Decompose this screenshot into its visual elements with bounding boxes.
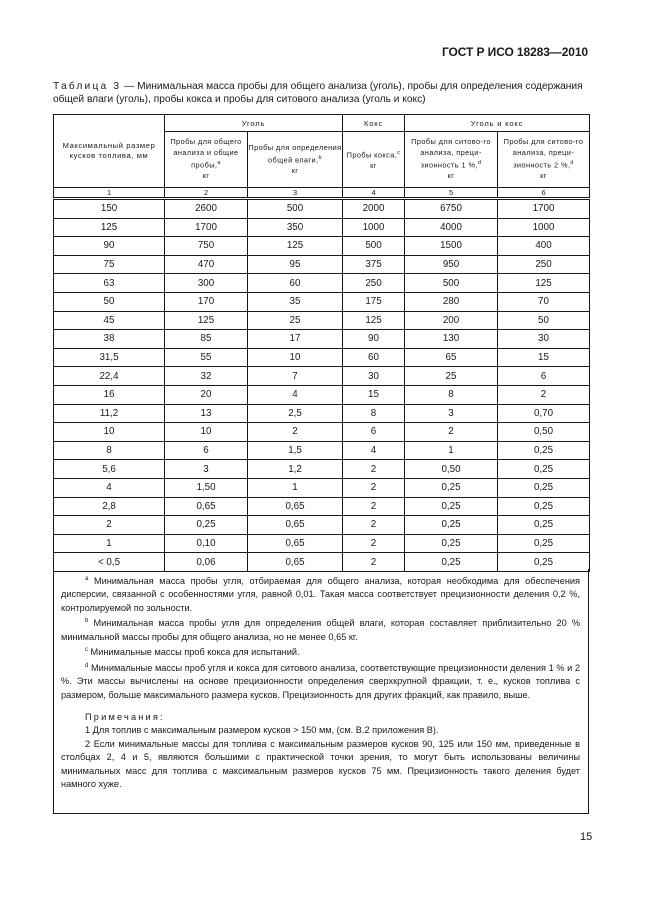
table-cell: 6 bbox=[165, 441, 248, 460]
table-cell: 15 bbox=[498, 348, 590, 367]
table-cell: 125 bbox=[498, 274, 590, 293]
table-cell: 3 bbox=[165, 460, 248, 479]
table-cell: 25 bbox=[405, 367, 498, 386]
table-cell: 0,06 bbox=[165, 553, 248, 572]
table-row bbox=[54, 534, 590, 553]
column-number: 2 bbox=[165, 188, 248, 199]
table-cell: 125 bbox=[248, 237, 343, 256]
document-id-header: ГОСТ Р ИСО 18283—2010 bbox=[442, 45, 588, 59]
table-cell: 0,65 bbox=[248, 516, 343, 535]
table-cell: 0,25 bbox=[405, 497, 498, 516]
table-cell: 32 bbox=[165, 367, 248, 386]
table-cell: 90 bbox=[54, 237, 165, 256]
header-col-1: Максимальный размер кусков топлива, мм bbox=[54, 115, 165, 188]
column-number: 5 bbox=[405, 188, 498, 199]
table-cell: 2 bbox=[343, 534, 405, 553]
header-col-2: Пробы для общего анализа и общие пробы,$^a$ кг bbox=[165, 132, 248, 188]
table-row bbox=[54, 516, 590, 535]
table-cell: 2 bbox=[248, 423, 343, 442]
table-footnotes-box bbox=[53, 569, 589, 814]
table-cell: 90 bbox=[343, 330, 405, 349]
table-cell: 150 bbox=[54, 199, 165, 219]
table-cell: 60 bbox=[248, 274, 343, 293]
column-number-row bbox=[54, 188, 590, 199]
table-cell: 13 bbox=[165, 404, 248, 423]
table-cell: 125 bbox=[54, 218, 165, 237]
table-row bbox=[54, 441, 590, 460]
table-row bbox=[54, 423, 590, 442]
table-row bbox=[54, 237, 590, 256]
table-cell: 125 bbox=[165, 311, 248, 330]
table-cell: 6 bbox=[498, 367, 590, 386]
table-cell: 2,5 bbox=[248, 404, 343, 423]
table-cell: 75 bbox=[54, 255, 165, 274]
table-cell: 8 bbox=[343, 404, 405, 423]
footnote-c: $^c$ Минимальные массы проб кокса для испытаний. bbox=[85, 647, 300, 658]
table-row bbox=[54, 274, 590, 293]
table-cell: 2,8 bbox=[54, 497, 165, 516]
table-cell: 1000 bbox=[343, 218, 405, 237]
footnote-b: $^b$ Минимальная масса пробы угля для определения общей влаги, которая составляет приблизительно 20 % минимальной массы пробы для общего анализа, но не менее 0,65 кг. bbox=[61, 618, 580, 642]
table-cell: 1,5 bbox=[248, 441, 343, 460]
table-cell: 750 bbox=[165, 237, 248, 256]
table-cell: 35 bbox=[248, 292, 343, 311]
table-cell: 2 bbox=[343, 516, 405, 535]
table-cell: 0,25 bbox=[498, 516, 590, 535]
table-cell: 0,10 bbox=[165, 534, 248, 553]
table-cell: 22,4 bbox=[54, 367, 165, 386]
table-cell: 31,5 bbox=[54, 348, 165, 367]
table-cell: 16 bbox=[54, 385, 165, 404]
table-cell: 0,50 bbox=[405, 460, 498, 479]
table-cell: 4 bbox=[248, 385, 343, 404]
table-cell: 30 bbox=[343, 367, 405, 386]
table-cell: 0,70 bbox=[498, 404, 590, 423]
table-row bbox=[54, 367, 590, 386]
column-number: 1 bbox=[54, 188, 165, 199]
table-cell: 0,25 bbox=[165, 516, 248, 535]
table-cell: 6750 bbox=[405, 199, 498, 219]
table-cell: 1500 bbox=[405, 237, 498, 256]
header-col-4: Пробы кокса,$^c$ кг bbox=[343, 132, 405, 188]
table-cell: 2000 bbox=[343, 199, 405, 219]
table-cell: 2 bbox=[343, 497, 405, 516]
table-row bbox=[54, 255, 590, 274]
table-cell: 0,65 bbox=[248, 534, 343, 553]
table-cell: 0,25 bbox=[405, 553, 498, 572]
table-cell: 30 bbox=[498, 330, 590, 349]
group-header-coke: Кокс bbox=[343, 115, 405, 132]
table-cell: 11,2 bbox=[54, 404, 165, 423]
table-row bbox=[54, 478, 590, 497]
table-cell: < 0,5 bbox=[54, 553, 165, 572]
column-number: 6 bbox=[498, 188, 590, 199]
table-cell: 65 bbox=[405, 348, 498, 367]
table-cell: 1 bbox=[248, 478, 343, 497]
table-cell: 250 bbox=[498, 255, 590, 274]
table-cell: 500 bbox=[343, 237, 405, 256]
table-row bbox=[54, 199, 590, 219]
table-row bbox=[54, 311, 590, 330]
table-cell: 280 bbox=[405, 292, 498, 311]
table-cell: 375 bbox=[343, 255, 405, 274]
table-cell: 500 bbox=[248, 199, 343, 219]
table-cell: 7 bbox=[248, 367, 343, 386]
table-cell: 0,25 bbox=[498, 460, 590, 479]
header-col-5: Пробы для ситово-го анализа, преци-зионность 1 %,$^d$ кг bbox=[405, 132, 498, 188]
table-row bbox=[54, 348, 590, 367]
table-cell: 60 bbox=[343, 348, 405, 367]
table-cell: 0,25 bbox=[498, 441, 590, 460]
table-cell: 85 bbox=[165, 330, 248, 349]
table-cell: 70 bbox=[498, 292, 590, 311]
table-cell: 1,50 bbox=[165, 478, 248, 497]
table-cell: 20 bbox=[165, 385, 248, 404]
page-number: 15 bbox=[580, 831, 593, 843]
table-cell: 3 bbox=[405, 404, 498, 423]
table-cell: 1,2 bbox=[248, 460, 343, 479]
table-cell: 1 bbox=[405, 441, 498, 460]
table-cell: 15 bbox=[343, 385, 405, 404]
table-caption-text: — Минимальная масса пробы для общего анализа (уголь), пробы для определения содержания общей влаги (уголь), пробы кокса и пробы для ситового анализа (уголь и кокс) bbox=[53, 81, 583, 105]
table-cell: 2 bbox=[498, 385, 590, 404]
group-header-coal-coke: Уголь и кокс bbox=[405, 115, 590, 132]
table-cell: 10 bbox=[248, 348, 343, 367]
table-cell: 500 bbox=[405, 274, 498, 293]
table-cell: 0,25 bbox=[498, 497, 590, 516]
table-cell: 10 bbox=[54, 423, 165, 442]
table-row bbox=[54, 218, 590, 237]
table-cell: 0,65 bbox=[248, 497, 343, 516]
table-cell: 470 bbox=[165, 255, 248, 274]
column-number: 3 bbox=[248, 188, 343, 199]
column-number: 4 bbox=[343, 188, 405, 199]
table-cell: 1 bbox=[54, 534, 165, 553]
table-cell: 4 bbox=[343, 441, 405, 460]
table-cell: 0,65 bbox=[248, 553, 343, 572]
table-cell: 50 bbox=[498, 311, 590, 330]
table-cell: 63 bbox=[54, 274, 165, 293]
table-cell: 200 bbox=[405, 311, 498, 330]
table-cell: 1700 bbox=[165, 218, 248, 237]
table-cell: 55 bbox=[165, 348, 248, 367]
table-row bbox=[54, 460, 590, 479]
table-cell: 125 bbox=[343, 311, 405, 330]
header-col-3: Пробы для определения общей влаги,$^b$ кг bbox=[248, 132, 343, 188]
table-row bbox=[54, 404, 590, 423]
table-cell: 5,6 bbox=[54, 460, 165, 479]
table-cell: 2 bbox=[405, 423, 498, 442]
table-cell: 2 bbox=[343, 553, 405, 572]
table-row bbox=[54, 385, 590, 404]
table-cell: 2 bbox=[54, 516, 165, 535]
table-cell: 350 bbox=[248, 218, 343, 237]
table-cell: 950 bbox=[405, 255, 498, 274]
table-cell: 4 bbox=[54, 478, 165, 497]
header-col-6: Пробы для ситово-го анализа, преци-зионность 2 %,$^d$ кг bbox=[498, 132, 590, 188]
table-cell: 50 bbox=[54, 292, 165, 311]
table-cell: 17 bbox=[248, 330, 343, 349]
table-cell: 4000 bbox=[405, 218, 498, 237]
table-cell: 400 bbox=[498, 237, 590, 256]
table-cell: 2600 bbox=[165, 199, 248, 219]
min-sample-mass-table bbox=[53, 114, 590, 572]
table-cell: 130 bbox=[405, 330, 498, 349]
table-cell: 0,25 bbox=[405, 534, 498, 553]
table-cell: 25 bbox=[248, 311, 343, 330]
table-cell: 175 bbox=[343, 292, 405, 311]
table-cell: 250 bbox=[343, 274, 405, 293]
notes-title: Примечания: bbox=[85, 711, 165, 722]
table-row bbox=[54, 330, 590, 349]
table-cell: 0,50 bbox=[498, 423, 590, 442]
table-row bbox=[54, 292, 590, 311]
group-header-coal: Уголь bbox=[165, 115, 343, 132]
table-cell: 0,25 bbox=[498, 534, 590, 553]
table-cell: 0,25 bbox=[405, 478, 498, 497]
table-cell: 1700 bbox=[498, 199, 590, 219]
table-cell: 300 bbox=[165, 274, 248, 293]
footnote-a: $^a$ Минимальная масса пробы угля, отбираемая для общего анализа, которая необходима для обеспечения дисперсии, связанной с особенностями угля, равной 0,01. Такая масса соответствует прецизионности деления 0,2 %, контролируемой по зольности. bbox=[61, 576, 580, 613]
footnote-d: $^d$ Минимальные массы проб угля и кокса для ситового анализа, соответствующие прецизионности деления 1 % и 2 %. Эти массы вычислены на основе прецизионности определения сверхкрупной фракции, т. е., кусков топлива с размером, больше максимального размера кусков. Прецизионность для других фракций, как правило, выше. bbox=[61, 662, 580, 700]
table-cell: 0,65 bbox=[165, 497, 248, 516]
table-cell: 95 bbox=[248, 255, 343, 274]
table-cell: 45 bbox=[54, 311, 165, 330]
table-caption-label: Таблица 3 bbox=[53, 81, 122, 92]
note-2: 2 Если минимальные массы для топлива с максимальным размеров кусков 90, 125 или 150 мм, приведенные в столбцах 2, 4 и 5, являются большими с практической точки зрения, то могут быть использованы величины минимальных масс для топлива с максимальным размеров кусков 75 мм. Прецизионность такого деления будет намного хуже. bbox=[61, 738, 580, 789]
table-cell: 10 bbox=[165, 423, 248, 442]
table-cell: 0,25 bbox=[405, 516, 498, 535]
table-cell: 2 bbox=[343, 460, 405, 479]
table-cell: 1000 bbox=[498, 218, 590, 237]
table-cell: 6 bbox=[343, 423, 405, 442]
table-row bbox=[54, 497, 590, 516]
table-cell: 0,25 bbox=[498, 553, 590, 572]
table-cell: 38 bbox=[54, 330, 165, 349]
table-cell: 170 bbox=[165, 292, 248, 311]
table-cell: 2 bbox=[343, 478, 405, 497]
table-group-header-row bbox=[54, 115, 590, 132]
table-cell: 0,25 bbox=[498, 478, 590, 497]
table-cell: 8 bbox=[54, 441, 165, 460]
note-1: 1 Для топлив с максимальным размером кусков > 150 мм, (см. В.2 приложения В). bbox=[85, 725, 439, 736]
table-caption bbox=[53, 80, 593, 106]
table-cell: 8 bbox=[405, 385, 498, 404]
